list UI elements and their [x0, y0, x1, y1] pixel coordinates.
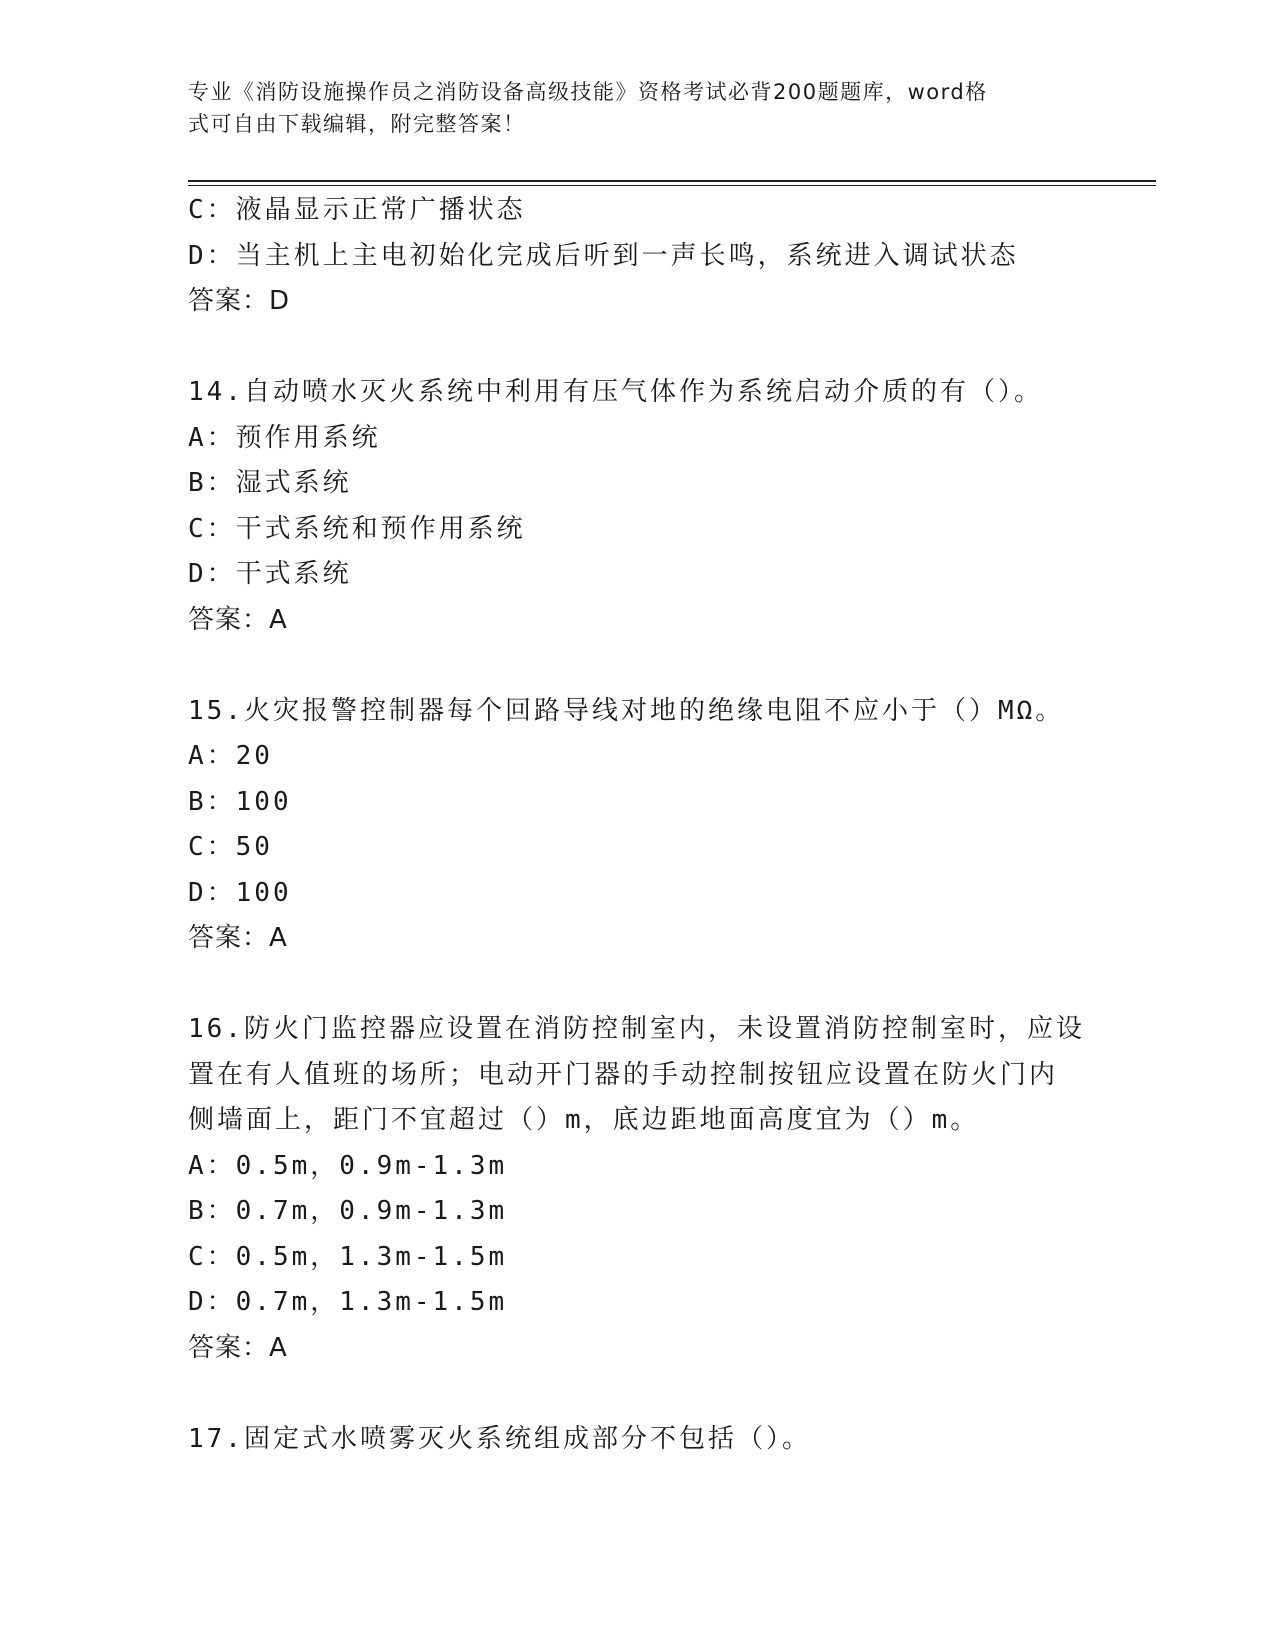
- question-stem-line-1: 16.防火门监控器应设置在消防控制室内，未设置消防控制室时，应设: [188, 1014, 1085, 1044]
- option-b: B：100: [188, 786, 292, 817]
- question-14: [188, 370, 1088, 643]
- question-stem: 17.固定式水喷雾灭火系统组成部分不包括（）。: [188, 1423, 811, 1454]
- option-c: C：液晶显示正常广播状态: [188, 195, 526, 225]
- option-d: D：0.7m，1.3m-1.5m: [188, 1287, 508, 1317]
- question-13-tail: [188, 188, 1088, 325]
- answer: 答案：A: [188, 604, 288, 635]
- question-list: [188, 188, 1088, 1462]
- option-a: A：0.5m，0.9m-1.3m: [188, 1150, 508, 1181]
- question-stem: 15.火灾报警控制器每个回路导线对地的绝缘电阻不应小于（）MΩ。: [188, 695, 1065, 726]
- option-b: B：湿式系统: [188, 468, 352, 498]
- answer: 答案：A: [188, 1332, 288, 1363]
- option-b: B：0.7m，0.9m-1.3m: [188, 1196, 508, 1226]
- option-d: D：100: [188, 877, 292, 908]
- option-a: A：20: [188, 741, 273, 771]
- question-16: [188, 1007, 1088, 1371]
- header-line-2: 式可自由下载编辑，附完整答案！: [188, 112, 526, 136]
- option-d: D：当主机上主电初始化完成后听到一声长鸣，系统进入调试状态: [188, 240, 1019, 271]
- question-17: [188, 1417, 1088, 1463]
- document-header: [188, 76, 1088, 140]
- question-15: [188, 689, 1088, 962]
- header-divider-thick: [188, 180, 1156, 182]
- question-stem-line-2: 置在有人值班的场所；电动开门器的手动控制按钮应设置在防火门内: [188, 1059, 1059, 1090]
- answer: 答案：A: [188, 923, 288, 953]
- answer: 答案：D: [188, 286, 291, 316]
- question-stem-line-3: 侧墙面上，距门不宜超过（）m，底边距地面高度宜为（）m。: [188, 1105, 980, 1135]
- option-d: D：干式系统: [188, 559, 352, 589]
- header-divider-thin: [188, 185, 1156, 186]
- option-c: C：50: [188, 832, 273, 862]
- header-line-1: 专业《消防设施操作员之消防设备高级技能》资格考试必背200题题库，word格: [188, 80, 988, 104]
- option-a: A：预作用系统: [188, 422, 381, 453]
- option-c: C：0.5m，1.3m-1.5m: [188, 1241, 508, 1272]
- question-stem: 14.自动喷水灭火系统中利用有压气体作为系统启动介质的有（）。: [188, 377, 1043, 407]
- option-c: C：干式系统和预作用系统: [188, 513, 526, 544]
